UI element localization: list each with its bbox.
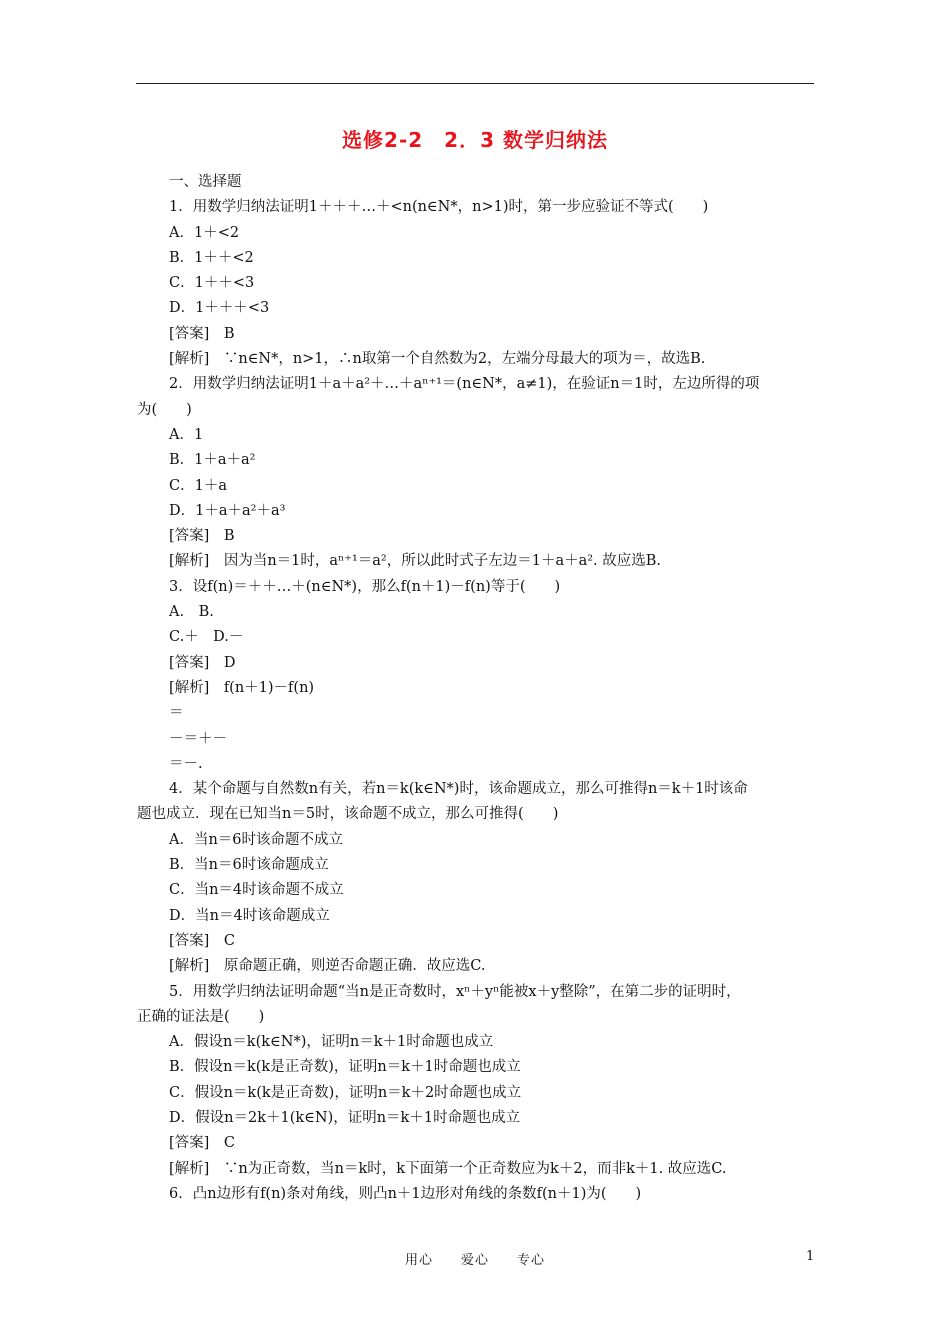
text-line: 一、选择题 (169, 174, 242, 190)
text-line: [解析] ∵n为正奇数，当n＝k时，k下面第一个正奇数应为k＋2，而非k＋1. 故应选C. (169, 1160, 727, 1177)
footer-slogan: 用心 爱心 专心 (404, 1253, 545, 1268)
document-title: 选修2-2 2．3 数学归纳法 (342, 128, 608, 152)
header-rule (136, 83, 814, 84)
text-line: [解析] ∵n∈N*，n>1，∴n取第一个自然数为2，左端分母最大的项为＝，故选B. (169, 351, 706, 368)
text-line: [解析] 因为当n＝1时，aⁿ⁺¹＝a²，所以此时式子左边＝1＋a＋a². 故应选B. (169, 553, 662, 570)
text-line: D．假设n＝2k＋1(k∈N)，证明n＝k＋1时命题也成立 (169, 1109, 521, 1126)
text-line: B．当n＝6时该命题成立 (169, 857, 329, 874)
text-line: A．假设n＝k(k∈N*)，证明n＝k＋1时命题也成立 (169, 1034, 494, 1051)
text-line: 1．用数学归纳法证明1＋＋＋…＋<n(n∈N*，n>1)时，第一步应验证不等式( ) (169, 199, 709, 216)
text-line: A. B. (169, 604, 214, 621)
text-line: B．1＋a＋a² (169, 452, 256, 469)
text-line: D．1＋＋＋<3 (169, 300, 270, 317)
text-line: A．1 (169, 426, 204, 443)
text-line: [解析] 原命题正确，则逆否命题正确．故应选C. (169, 958, 486, 975)
text-line: B．假设n＝k(k是正奇数)，证明n＝k＋1时命题也成立 (169, 1059, 521, 1076)
text-line: 题也成立．现在已知当n＝5时，该命题不成立，那么可推得( ) (137, 806, 559, 823)
text-line: C．假设n＝k(k是正奇数)，证明n＝k＋2时命题也成立 (169, 1084, 522, 1101)
text-line: 为( ) (137, 401, 192, 418)
text-line: －＝＋－ (169, 730, 227, 747)
text-line: 4．某个命题与自然数n有关，若n＝k(k∈N*)时，该命题成立，那么可推得n＝k＋1时该命 (169, 781, 748, 798)
text-line: A．1＋<2 (169, 224, 240, 241)
text-line: C．1＋a (169, 477, 227, 494)
text-line: 6．凸n边形有f(n)条对角线，则凸n＋1边形对角线的条数f(n＋1)为( ) (169, 1185, 642, 1202)
document-body (137, 170, 817, 1207)
text-line: 2．用数学归纳法证明1＋a＋a²＋…＋aⁿ⁺¹＝(n∈N*，a≠1)，在验证n＝1时，左边所得的项 (169, 376, 760, 393)
text-line: [答案] D (169, 654, 236, 671)
text-line: [答案] C (169, 1135, 235, 1152)
text-line: 正确的证法是( ) (137, 1008, 265, 1025)
text-line: A．当n＝6时该命题不成立 (169, 831, 344, 848)
text-line: ＝－. (169, 755, 203, 772)
text-line: C.＋ D.－ (169, 629, 244, 646)
text-line: 3．设f(n)＝＋＋…＋(n∈N*)，那么f(n＋1)－f(n)等于( ) (169, 578, 561, 595)
text-line: C．当n＝4时该命题不成立 (169, 882, 344, 899)
text-line: ＝ (169, 705, 184, 722)
text-line: [答案] B (169, 528, 235, 545)
text-line: D．1＋a＋a²＋a³ (169, 502, 286, 519)
page-number: 1 (806, 1249, 815, 1264)
text-line: B．1＋＋<2 (169, 249, 254, 266)
text-line: C．1＋＋<3 (169, 275, 255, 292)
text-line: [答案] C (169, 932, 235, 949)
text-line: [解析] f(n＋1)－f(n) (169, 679, 315, 696)
text-line: 5．用数学归纳法证明命题“当n是正奇数时，xⁿ＋yⁿ能被x＋y整除”，在第二步的证明时， (169, 983, 741, 1000)
text-line: [答案] B (169, 325, 235, 342)
text-line: D．当n＝4时该命题成立 (169, 907, 330, 924)
